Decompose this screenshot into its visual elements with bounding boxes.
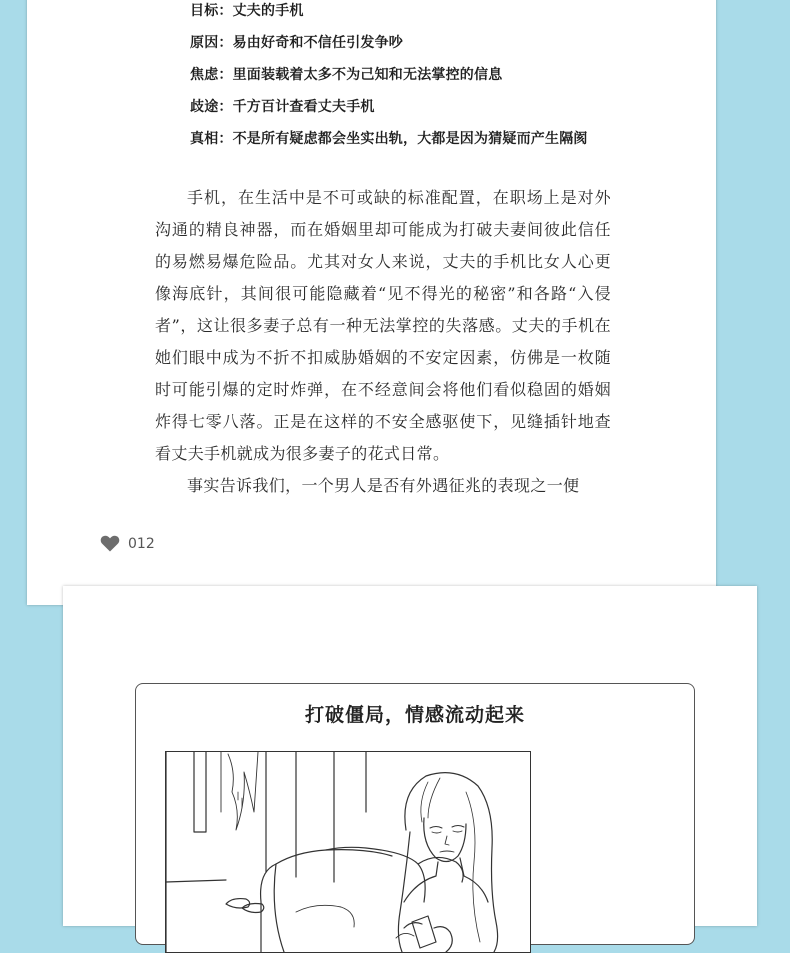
summary-text: 不是所有疑虑都会坐实出轨，大都是因为猜疑而产生隔阂 [232, 131, 588, 147]
summary-text: 里面装载着太多不为己知和无法掌控的信息 [232, 67, 503, 83]
illustration-woman-with-phone [165, 751, 531, 953]
summary-label: 焦虑 [190, 67, 219, 83]
paragraph: 事实告诉我们，一个男人是否有外遇征兆的表现之一便 [187, 476, 580, 495]
summary-item-truth [190, 128, 588, 148]
book-page-right [63, 586, 757, 926]
summary-colon: ： [218, 131, 233, 147]
illustration-card [135, 683, 695, 945]
summary-item-reason [190, 32, 403, 52]
summary-colon: ： [218, 35, 233, 51]
summary-item-wrong-path [190, 96, 375, 116]
summary-colon: ： [218, 3, 233, 19]
summary-label: 歧途 [190, 99, 219, 115]
summary-item-goal [190, 0, 304, 20]
paragraph: 手机，在生活中是不可或缺的标准配置，在职场上是对外沟通的精良神器，而在婚姻里却可能成为打破夫妻间彼此信任的易燃易爆危险品。尤其对女人来说，丈夫的手机比女人心更像海底针，其间很可能隐藏着“见不得光的秘密”和各路“入侵者”，这让很多妻子总有一种无法掌控的失落感。丈夫的手机在她们眼中成为不折不扣威胁婚姻的不安定因素，仿佛是一枚随时可能引爆的定时炸弹，在不经意间会将他们看似稳固的婚姻炸得七零八落。正是在这样的不安全感驱使下，见缝插针地查看丈夫手机就成为很多妻子的花式日常。 [155, 188, 611, 463]
summary-text: 千方百计查看丈夫手机 [232, 99, 375, 115]
heart-icon [100, 535, 120, 552]
summary-label: 真相 [190, 131, 219, 147]
page-number: 012 [128, 535, 155, 552]
summary-label: 目标 [190, 3, 219, 19]
summary-colon: ： [218, 99, 233, 115]
book-page-left [27, 0, 716, 605]
summary-item-anxiety [190, 64, 502, 84]
summary-text: 丈夫的手机 [232, 3, 304, 19]
summary-label: 原因 [190, 35, 219, 51]
card-title: 打破僵局，情感流动起来 [304, 704, 525, 726]
body-text [155, 182, 611, 502]
summary-colon: ： [218, 67, 233, 83]
summary-text: 易由好奇和不信任引发争吵 [232, 35, 404, 51]
page-footer [100, 535, 155, 552]
